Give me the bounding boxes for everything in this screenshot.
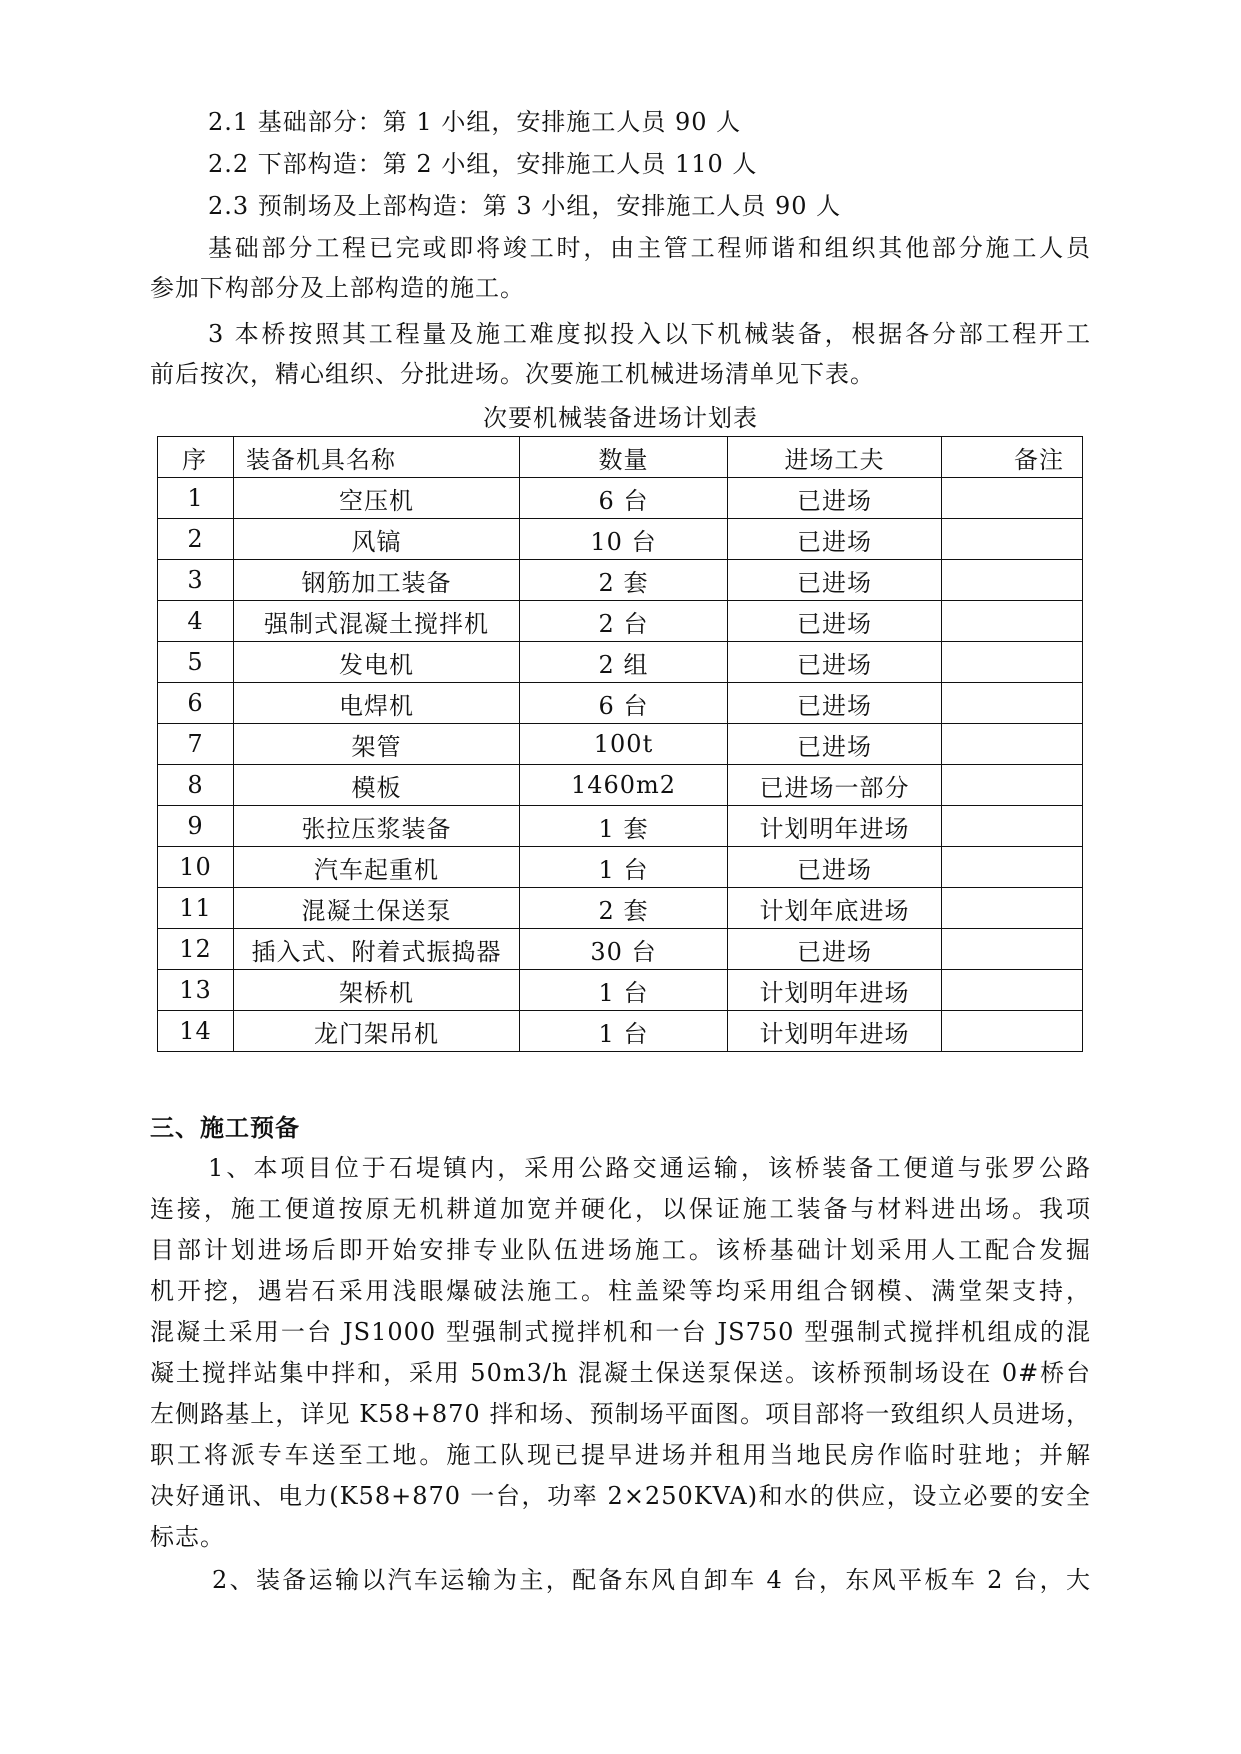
cell-note bbox=[942, 519, 1083, 560]
cell-no: 13 bbox=[158, 970, 234, 1011]
cell-note bbox=[942, 847, 1083, 888]
cell-note bbox=[942, 888, 1083, 929]
table-row bbox=[158, 888, 1083, 929]
cell-name: 汽车起重机 bbox=[234, 847, 520, 888]
cell-no: 7 bbox=[158, 724, 234, 765]
table-row bbox=[158, 765, 1083, 806]
para-b-line-1: 3 本桥按照其工程量及施工难度拟投入以下机械装备，根据各分部工程开工 bbox=[208, 320, 1091, 348]
cell-name: 混凝土保送泵 bbox=[234, 888, 520, 929]
header-name: 装备机具名称 bbox=[234, 437, 520, 478]
table-row bbox=[158, 929, 1083, 970]
table-row bbox=[158, 970, 1083, 1011]
cell-qty: 100t bbox=[520, 724, 728, 765]
cell-status: 已进场 bbox=[728, 929, 942, 970]
cell-status: 计划年底进场 bbox=[728, 888, 942, 929]
cell-name: 强制式混凝土搅拌机 bbox=[234, 601, 520, 642]
cell-name: 张拉压浆装备 bbox=[234, 806, 520, 847]
cell-note bbox=[942, 724, 1083, 765]
cell-name: 插入式、附着式振捣器 bbox=[234, 929, 520, 970]
table-row bbox=[158, 847, 1083, 888]
cell-no: 2 bbox=[158, 519, 234, 560]
cell-status: 计划明年进场 bbox=[728, 970, 942, 1011]
section-paragraph-line: 左侧路基上，详见 K58+870 拌和场、预制场平面图。项目部将一致组织人员进场， bbox=[150, 1400, 1091, 1428]
cell-name: 钢筋加工装备 bbox=[234, 560, 520, 601]
cell-name: 空压机 bbox=[234, 478, 520, 519]
intro-line-2: 2.2 下部构造：第 2 小组，安排施工人员 110 人 bbox=[208, 150, 758, 178]
cell-qty: 1 台 bbox=[520, 970, 728, 1011]
cell-qty: 2 组 bbox=[520, 642, 728, 683]
cell-qty: 6 台 bbox=[520, 683, 728, 724]
cell-note bbox=[942, 478, 1083, 519]
cell-qty: 2 套 bbox=[520, 888, 728, 929]
cell-qty: 2 台 bbox=[520, 601, 728, 642]
para-b-line-2: 前后按次，精心组织、分批进场。次要施工机械进场清单见下表。 bbox=[150, 360, 875, 388]
cell-no: 14 bbox=[158, 1011, 234, 1052]
cell-note bbox=[942, 806, 1083, 847]
cell-status: 已进场 bbox=[728, 601, 942, 642]
section-paragraph-line: 决好通讯、电力(K58+870 一台，功率 2×250KVA)和水的供应，设立必要的安全 bbox=[150, 1482, 1091, 1510]
cell-no: 6 bbox=[158, 683, 234, 724]
table-row bbox=[158, 642, 1083, 683]
header-note: 备注 bbox=[942, 437, 1083, 478]
cell-note bbox=[942, 683, 1083, 724]
cell-no: 3 bbox=[158, 560, 234, 601]
cell-status: 已进场 bbox=[728, 683, 942, 724]
section-paragraph-line: 连接，施工便道按原无机耕道加宽并硬化，以保证施工装备与材料进出场。我项 bbox=[150, 1195, 1091, 1223]
equipment-table bbox=[157, 436, 1083, 1052]
table-row bbox=[158, 560, 1083, 601]
cell-note bbox=[942, 970, 1083, 1011]
cell-qty: 10 台 bbox=[520, 519, 728, 560]
section-heading: 三、施工预备 bbox=[150, 1114, 300, 1142]
cell-no: 4 bbox=[158, 601, 234, 642]
table-row bbox=[158, 601, 1083, 642]
intro-line-3: 2.3 预制场及上部构造：第 3 小组，安排施工人员 90 人 bbox=[208, 192, 842, 220]
cell-note bbox=[942, 929, 1083, 970]
section-paragraph-line: 职工将派专车送至工地。施工队现已提早进场并租用当地民房作临时驻地；并解 bbox=[150, 1441, 1091, 1469]
cell-note bbox=[942, 1011, 1083, 1052]
cell-status: 已进场 bbox=[728, 642, 942, 683]
header-no: 序 bbox=[158, 437, 234, 478]
cell-no: 8 bbox=[158, 765, 234, 806]
cell-name: 模板 bbox=[234, 765, 520, 806]
cell-no: 9 bbox=[158, 806, 234, 847]
section-paragraph-2-line: 2、装备运输以汽车运输为主，配备东风自卸车 4 台，东风平板车 2 台，大 bbox=[212, 1566, 1091, 1594]
cell-qty: 2 套 bbox=[520, 560, 728, 601]
cell-qty: 1460m2 bbox=[520, 765, 728, 806]
cell-status: 计划明年进场 bbox=[728, 1011, 942, 1052]
section-paragraph-line: 1、本项目位于石堤镇内，采用公路交通运输，该桥装备工便道与张罗公路 bbox=[208, 1154, 1091, 1182]
cell-name: 龙门架吊机 bbox=[234, 1011, 520, 1052]
cell-note bbox=[942, 765, 1083, 806]
cell-qty: 30 台 bbox=[520, 929, 728, 970]
cell-note bbox=[942, 560, 1083, 601]
section-paragraph-line: 混凝土采用一台 JS1000 型强制式搅拌机和一台 JS750 型强制式搅拌机组成的混 bbox=[150, 1318, 1091, 1346]
table-header-row bbox=[158, 437, 1083, 478]
section-paragraph-line: 目部计划进场后即开始安排专业队伍进场施工。该桥基础计划采用人工配合发掘 bbox=[150, 1236, 1091, 1264]
table-row bbox=[158, 683, 1083, 724]
para-a-line-1: 基础部分工程已完或即将竣工时，由主管工程师谐和组织其他部分施工人员 bbox=[208, 234, 1091, 262]
cell-name: 风镐 bbox=[234, 519, 520, 560]
cell-qty: 1 台 bbox=[520, 847, 728, 888]
table-row bbox=[158, 806, 1083, 847]
cell-name: 架管 bbox=[234, 724, 520, 765]
cell-note bbox=[942, 601, 1083, 642]
cell-no: 1 bbox=[158, 478, 234, 519]
section-paragraph-line: 标志。 bbox=[150, 1523, 225, 1551]
cell-qty: 6 台 bbox=[520, 478, 728, 519]
cell-status: 已进场 bbox=[728, 847, 942, 888]
cell-no: 5 bbox=[158, 642, 234, 683]
header-status: 进场工夫 bbox=[728, 437, 942, 478]
table-row bbox=[158, 478, 1083, 519]
cell-name: 架桥机 bbox=[234, 970, 520, 1011]
cell-qty: 1 套 bbox=[520, 806, 728, 847]
table-row bbox=[158, 724, 1083, 765]
section-paragraph-line: 机开挖，遇岩石采用浅眼爆破法施工。柱盖梁等均采用组合钢模、满堂架支持， bbox=[150, 1277, 1091, 1305]
cell-status: 已进场 bbox=[728, 478, 942, 519]
para-a-line-2: 参加下构部分及上部构造的施工。 bbox=[150, 274, 525, 302]
cell-status: 已进场一部分 bbox=[728, 765, 942, 806]
intro-line-1: 2.1 基础部分：第 1 小组，安排施工人员 90 人 bbox=[208, 108, 742, 136]
cell-name: 发电机 bbox=[234, 642, 520, 683]
header-qty: 数量 bbox=[520, 437, 728, 478]
table-row bbox=[158, 519, 1083, 560]
cell-no: 10 bbox=[158, 847, 234, 888]
cell-qty: 1 台 bbox=[520, 1011, 728, 1052]
cell-no: 12 bbox=[158, 929, 234, 970]
table-row bbox=[158, 1011, 1083, 1052]
cell-name: 电焊机 bbox=[234, 683, 520, 724]
cell-no: 11 bbox=[158, 888, 234, 929]
cell-status: 已进场 bbox=[728, 519, 942, 560]
section-paragraph-line: 凝土搅拌站集中拌和，采用 50m3/h 混凝土保送泵保送。该桥预制场设在 0#桥台 bbox=[150, 1359, 1091, 1387]
cell-status: 计划明年进场 bbox=[728, 806, 942, 847]
cell-note bbox=[942, 642, 1083, 683]
cell-status: 已进场 bbox=[728, 724, 942, 765]
table-caption: 次要机械装备进场计划表 bbox=[483, 404, 758, 432]
cell-status: 已进场 bbox=[728, 560, 942, 601]
